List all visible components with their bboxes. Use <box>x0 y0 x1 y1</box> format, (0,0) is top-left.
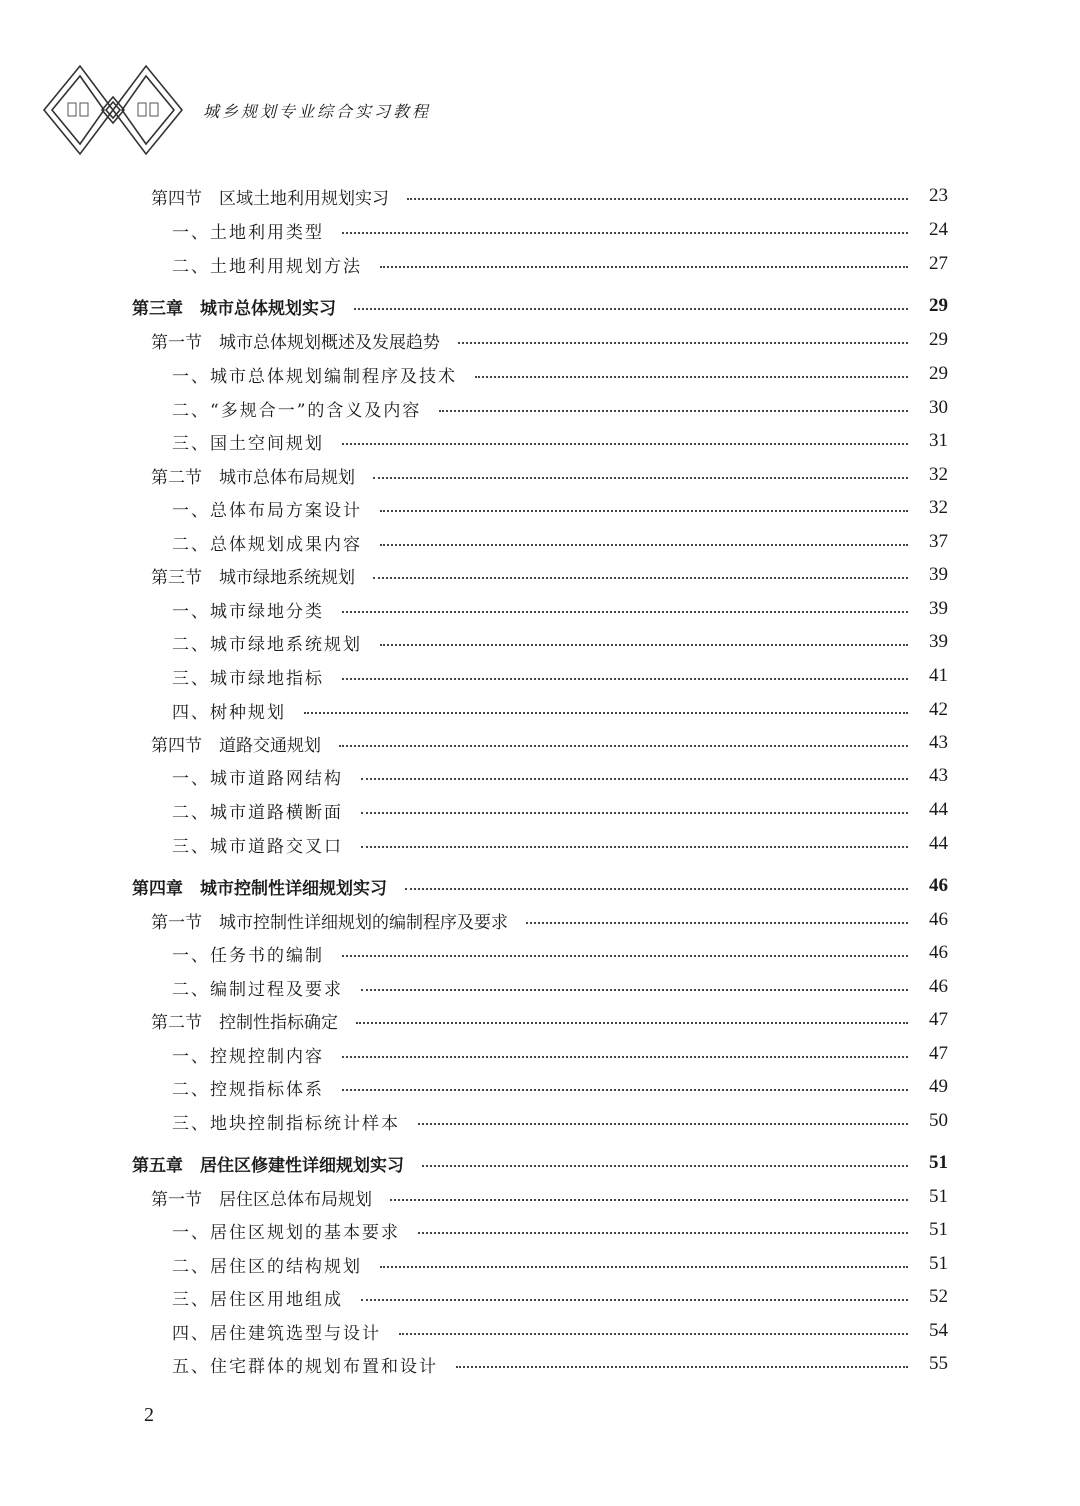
toc-page-number: 41 <box>929 665 948 686</box>
toc-item-row[interactable] <box>0 526 1080 558</box>
dot-leader <box>361 989 908 991</box>
toc-entry-title: 一、居住区规划的基本要求 <box>172 1222 400 1243</box>
toc-chapter-row[interactable] <box>0 870 1080 902</box>
page-number: 2 <box>144 1404 154 1426</box>
toc-entry-title: 三、国土空间规划 <box>172 433 324 454</box>
toc-page-number: 51 <box>929 1219 948 1240</box>
toc-item-row[interactable] <box>0 660 1080 692</box>
dot-leader <box>418 1123 908 1125</box>
dot-leader <box>342 232 908 234</box>
toc-item-row[interactable] <box>0 492 1080 524</box>
dot-leader <box>361 1299 908 1301</box>
dot-leader <box>361 812 908 814</box>
dot-leader <box>380 544 908 546</box>
toc-entry-title: 第三节 城市绿地系统规划 <box>151 567 355 588</box>
toc-entry-title: 一、土地利用类型 <box>172 222 324 243</box>
toc-item-row[interactable] <box>0 593 1080 625</box>
toc-page-number: 49 <box>929 1076 948 1097</box>
toc-item-row[interactable] <box>0 694 1080 726</box>
toc-item-row[interactable] <box>0 1071 1080 1103</box>
toc-entry-title: 第四节 道路交通规划 <box>151 735 321 756</box>
toc-entry-title: 第一节 城市控制性详细规划的编制程序及要求 <box>151 912 508 933</box>
toc-item-row[interactable] <box>0 1248 1080 1280</box>
dot-leader <box>342 443 908 445</box>
toc-entry-title: 第四章 城市控制性详细规划实习 <box>132 878 387 899</box>
toc-entry-title: 第四节 区域土地利用规划实习 <box>151 188 389 209</box>
toc-page-number: 43 <box>929 732 948 753</box>
toc-entry-title: 第二节 控制性指标确定 <box>151 1012 338 1033</box>
dot-leader <box>373 577 908 579</box>
toc-item-row[interactable] <box>0 794 1080 826</box>
toc-item-row[interactable] <box>0 971 1080 1003</box>
dot-leader <box>342 611 908 613</box>
dot-leader <box>458 342 908 344</box>
toc-entry-title: 第一节 城市总体规划概述及发展趋势 <box>151 332 440 353</box>
book-title: 城乡规划专业综合实习教程 <box>203 102 432 121</box>
toc-page-number: 51 <box>929 1152 948 1173</box>
dot-leader <box>380 510 908 512</box>
toc-item-row[interactable] <box>0 358 1080 390</box>
toc-page-number: 46 <box>929 909 948 930</box>
toc-entry-title: 一、控规控制内容 <box>172 1046 324 1067</box>
toc-section-row[interactable] <box>0 324 1080 356</box>
toc-page-number: 42 <box>929 699 948 720</box>
dot-leader <box>380 644 908 646</box>
toc-page-number: 32 <box>929 497 948 518</box>
toc-item-row[interactable] <box>0 1348 1080 1380</box>
toc-item-row[interactable] <box>0 248 1080 280</box>
toc-page-number: 43 <box>929 765 948 786</box>
toc-item-row[interactable] <box>0 1214 1080 1246</box>
dot-leader <box>399 1333 908 1335</box>
toc-entry-title: 第五章 居住区修建性详细规划实习 <box>132 1155 404 1176</box>
dot-leader <box>361 846 908 848</box>
toc-entry-title: 三、居住区用地组成 <box>172 1289 343 1310</box>
toc-entry-title: 五、住宅群体的规划布置和设计 <box>172 1356 438 1377</box>
toc-item-row[interactable] <box>0 1038 1080 1070</box>
toc-section-row[interactable] <box>0 180 1080 212</box>
toc-entry-title: 一、任务书的编制 <box>172 945 324 966</box>
toc-entry-title: 三、城市绿地指标 <box>172 668 324 689</box>
toc-entry-title: 一、总体布局方案设计 <box>172 500 362 521</box>
toc-page-number: 24 <box>929 219 948 240</box>
toc-entry-title: 二、居住区的结构规划 <box>172 1256 362 1277</box>
dot-leader <box>342 678 908 680</box>
toc-page-number: 37 <box>929 531 948 552</box>
toc-entry-title: 二、城市道路横断面 <box>172 802 343 823</box>
toc-page-number: 39 <box>929 598 948 619</box>
toc-page-number: 32 <box>929 464 948 485</box>
toc-entry-title: 第三章 城市总体规划实习 <box>132 298 336 319</box>
toc-page-number: 44 <box>929 833 948 854</box>
toc-page-number: 46 <box>929 875 948 896</box>
dot-leader <box>380 1266 908 1268</box>
dot-leader <box>361 778 908 780</box>
toc-item-row[interactable] <box>0 626 1080 658</box>
toc-page-number: 46 <box>929 942 948 963</box>
toc-page-number: 46 <box>929 976 948 997</box>
toc-item-row[interactable] <box>0 937 1080 969</box>
toc-page-number: 51 <box>929 1253 948 1274</box>
dot-leader <box>342 1056 908 1058</box>
toc-item-row[interactable] <box>0 1281 1080 1313</box>
dot-leader <box>405 888 908 890</box>
toc-entry-title: 四、树种规划 <box>172 702 286 723</box>
toc-entry-title: 一、城市道路网结构 <box>172 768 343 789</box>
diamond-knot-emblem-icon <box>40 62 186 158</box>
toc-item-row[interactable] <box>0 425 1080 457</box>
toc-page-number: 29 <box>929 363 948 384</box>
toc-entry-title: 第二节 城市总体布局规划 <box>151 467 355 488</box>
toc-page-number: 27 <box>929 253 948 274</box>
toc-section-row[interactable] <box>0 1181 1080 1213</box>
toc-page-number: 31 <box>929 430 948 451</box>
toc-page-number: 54 <box>929 1320 948 1341</box>
toc-item-row[interactable] <box>0 1315 1080 1347</box>
toc-item-row[interactable] <box>0 1105 1080 1137</box>
toc-section-row[interactable] <box>0 727 1080 759</box>
dot-leader <box>456 1366 908 1368</box>
toc-item-row[interactable] <box>0 392 1080 424</box>
toc-entry-title: 二、“多规合一”的含义及内容 <box>172 400 422 421</box>
dot-leader <box>356 1022 908 1024</box>
toc-page-number: 39 <box>929 564 948 585</box>
toc-page-number: 44 <box>929 799 948 820</box>
dot-leader <box>439 410 908 412</box>
toc-page-number: 52 <box>929 1286 948 1307</box>
toc-page-number: 47 <box>929 1043 948 1064</box>
toc-entry-title: 一、城市总体规划编制程序及技术 <box>172 366 457 387</box>
dot-leader <box>418 1232 908 1234</box>
toc-entry-title: 二、编制过程及要求 <box>172 979 343 1000</box>
dot-leader <box>380 266 908 268</box>
toc-section-row[interactable] <box>0 459 1080 491</box>
toc-item-row[interactable] <box>0 828 1080 860</box>
dot-leader <box>339 745 908 747</box>
toc-item-row[interactable] <box>0 214 1080 246</box>
dot-leader <box>526 922 908 924</box>
toc-entry-title: 三、城市道路交叉口 <box>172 836 343 857</box>
dot-leader <box>373 477 908 479</box>
toc-page-number: 47 <box>929 1009 948 1030</box>
dot-leader <box>390 1199 908 1201</box>
toc-entry-title: 第一节 居住区总体布局规划 <box>151 1189 372 1210</box>
dot-leader <box>422 1165 908 1167</box>
toc-entry-title: 二、总体规划成果内容 <box>172 534 362 555</box>
dot-leader <box>342 1089 908 1091</box>
toc-chapter-row[interactable] <box>0 290 1080 322</box>
toc-chapter-row[interactable] <box>0 1147 1080 1179</box>
toc-item-row[interactable] <box>0 760 1080 792</box>
toc-page-number: 39 <box>929 631 948 652</box>
toc-section-row[interactable] <box>0 1004 1080 1036</box>
toc-entry-title: 一、城市绿地分类 <box>172 601 324 622</box>
toc-entry-title: 二、控规指标体系 <box>172 1079 324 1100</box>
dot-leader <box>354 308 908 310</box>
toc-page-number: 55 <box>929 1353 948 1374</box>
toc-entry-title: 二、土地利用规划方法 <box>172 256 362 277</box>
toc-page-number: 51 <box>929 1186 948 1207</box>
toc-section-row[interactable] <box>0 559 1080 591</box>
dot-leader <box>342 955 908 957</box>
toc-page-number: 29 <box>929 295 948 316</box>
dot-leader <box>304 712 908 714</box>
toc-entry-title: 三、地块控制指标统计样本 <box>172 1113 400 1134</box>
dot-leader <box>475 376 908 378</box>
dot-leader <box>407 198 908 200</box>
toc-entry-title: 二、城市绿地系统规划 <box>172 634 362 655</box>
toc-page-number: 23 <box>929 185 948 206</box>
toc-page-number: 30 <box>929 397 948 418</box>
toc-page-number: 29 <box>929 329 948 350</box>
toc-entry-title: 四、居住建筑选型与设计 <box>172 1323 381 1344</box>
toc-section-row[interactable] <box>0 904 1080 936</box>
toc-page-number: 50 <box>929 1110 948 1131</box>
